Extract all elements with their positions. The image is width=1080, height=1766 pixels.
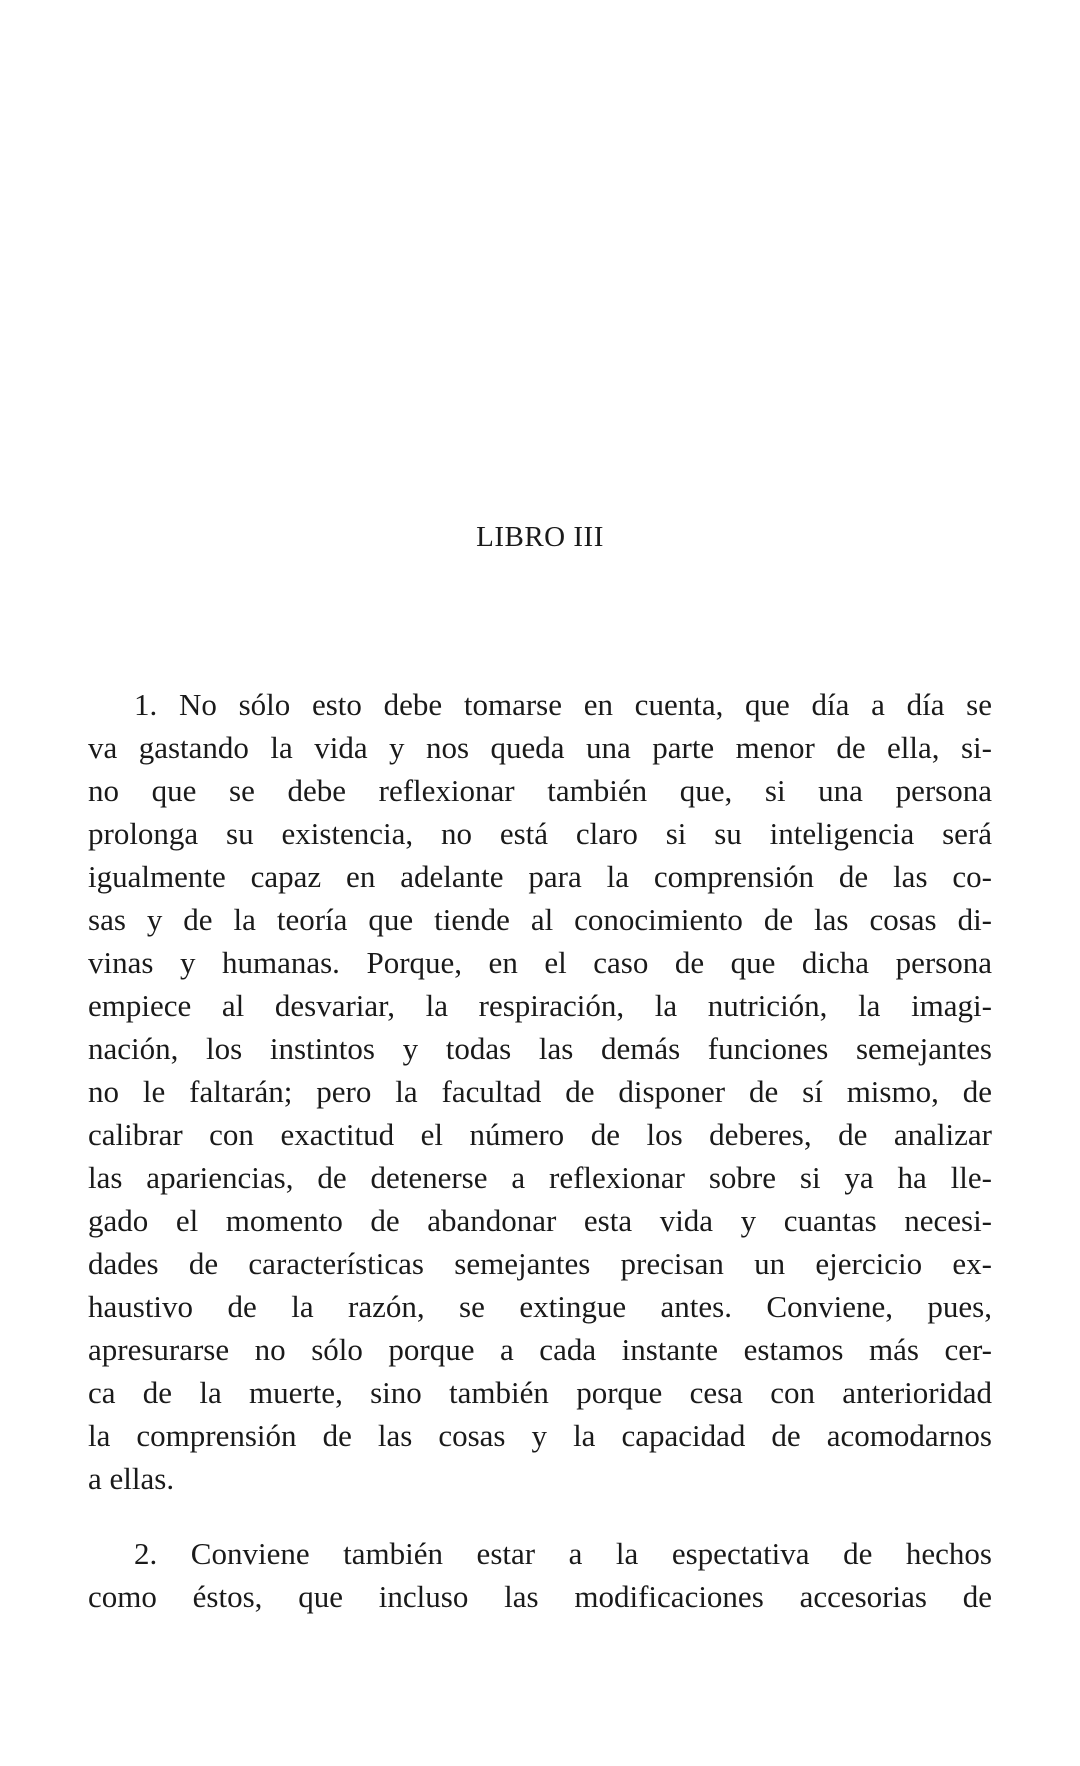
paragraph-line: a ellas. [88, 1461, 175, 1496]
paragraph-line: gado el momento de abandonar esta vida y cuantas necesi- [88, 1203, 992, 1238]
chapter-heading: LIBRO III [476, 521, 604, 553]
paragraph-line: calibrar con exactitud el número de los deberes, de analizar [88, 1117, 992, 1152]
paragraph-line: haustivo de la razón, se extingue antes. Conviene, pues, [88, 1289, 992, 1324]
paragraph-line: prolonga su existencia, no está claro si su inteligencia será [88, 816, 992, 851]
paragraph-2 [88, 1532, 992, 1618]
paragraph-line: vinas y humanas. Porque, en el caso de que dicha persona [88, 945, 992, 980]
paragraph-line: nación, los instintos y todas las demás funciones semejantes [88, 1031, 992, 1066]
paragraph-line: apresurarse no sólo porque a cada instante estamos más cer- [88, 1332, 992, 1367]
paragraph-line: no le faltarán; pero la facultad de disponer de sí mismo, de [88, 1074, 992, 1109]
paragraph-line: la comprensión de las cosas y la capacidad de acomodarnos [88, 1418, 992, 1453]
paragraph-line: las apariencias, de detenerse a reflexionar sobre si ya ha lle- [88, 1160, 992, 1195]
paragraph-line: sas y de la teoría que tiende al conocimiento de las cosas di- [88, 902, 992, 937]
paragraph-line: como éstos, que incluso las modificaciones accesorias de [88, 1579, 992, 1614]
paragraph-line: va gastando la vida y nos queda una parte menor de ella, si- [88, 730, 992, 765]
paragraph-line: no que se debe reflexionar también que, si una persona [88, 773, 992, 808]
paragraph-line: 1. No sólo esto debe tomarse en cuenta, que día a día se [134, 687, 992, 722]
paragraph-1 [88, 683, 992, 1500]
paragraph-line: empiece al desvariar, la respiración, la nutrición, la imagi- [88, 988, 992, 1023]
paragraph-line: dades de características semejantes precisan un ejercicio ex- [88, 1246, 992, 1281]
paragraph-line: igualmente capaz en adelante para la comprensión de las co- [88, 859, 992, 894]
paragraph-line: 2. Conviene también estar a la espectativa de hechos [134, 1536, 992, 1571]
paragraph-line: ca de la muerte, sino también porque cesa con anterioridad [88, 1375, 992, 1410]
